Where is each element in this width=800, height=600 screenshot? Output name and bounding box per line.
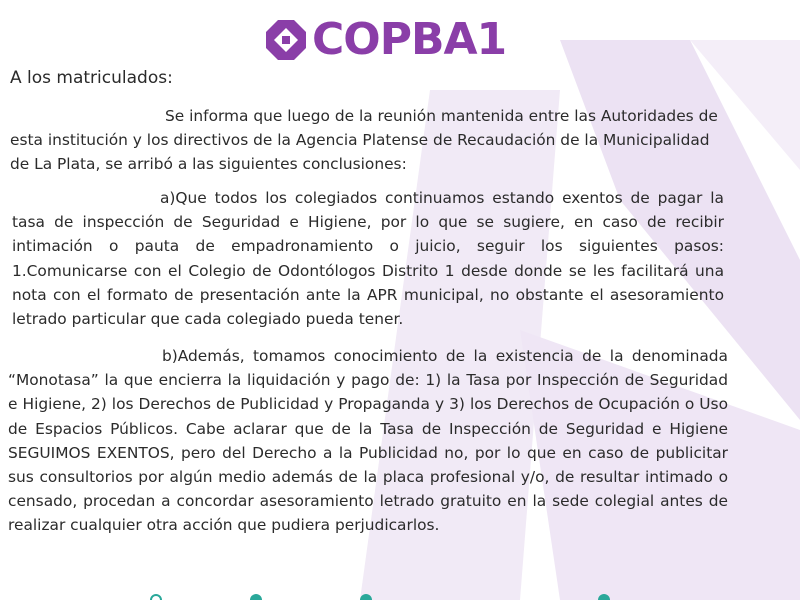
paragraph-b: b)Además, tomamos conocimiento de la existencia de la denominada “Monotasa” la que encierra la liquidación y pago de: 1) la Tasa por Inspección de Seguridad e Higiene, 2) los Derechos de Publicidad y Propaganda y 3) los Derechos de Ocupación o Uso de Espacios Públicos. Cabe aclarar que de la Tasa de Inspección de Seguridad e Higiene SEGUIMOS EXENTOS, pero del Derecho a la Publicidad no, por lo que en caso de publicitar sus consultorios por algún medio además de la placa profesional y/o, de resultar intimado o censado, procedan a concordar asesoramiento letrado gratuito en la sede colegial antes de realizar cualquier otra acción que pudiera perjudicarlos. [8, 347, 728, 535]
footer-social-bar [0, 590, 800, 600]
paragraph-intro: Se informa que luego de la reunión mantenida entre las Autoridades de esta institución y los directivos de la Agencia Platense de Recaudación de la Municipalidad de La Plata, se arribó a las siguientes conclusiones: [10, 107, 718, 174]
social-icon[interactable] [250, 594, 262, 600]
copba1-emblem-icon [264, 18, 308, 62]
logo-wordmark: COPBA1 [312, 14, 507, 65]
social-icon[interactable] [360, 594, 372, 600]
copba1-logo [264, 14, 506, 66]
social-icon[interactable] [598, 594, 610, 600]
salutation: A los matriculados: [10, 68, 173, 88]
paragraph-a: a)Que todos los colegiados continuamos estando exentos de pagar la tasa de inspección de Seguridad e Higiene, por lo que se sugiere, en caso de recibir intimación o pauta de empadronamiento o juicio, seguir los siguientes pasos: 1.Comunicarse con el Colegio de Odontólogos Distrito 1 desde donde se les facilitará una nota con el formato de presentación ante la APR municipal, no obstante el asesoramiento letrado particular que cada colegiado pueda tener. [12, 189, 724, 329]
social-outline-icon[interactable] [150, 594, 162, 600]
